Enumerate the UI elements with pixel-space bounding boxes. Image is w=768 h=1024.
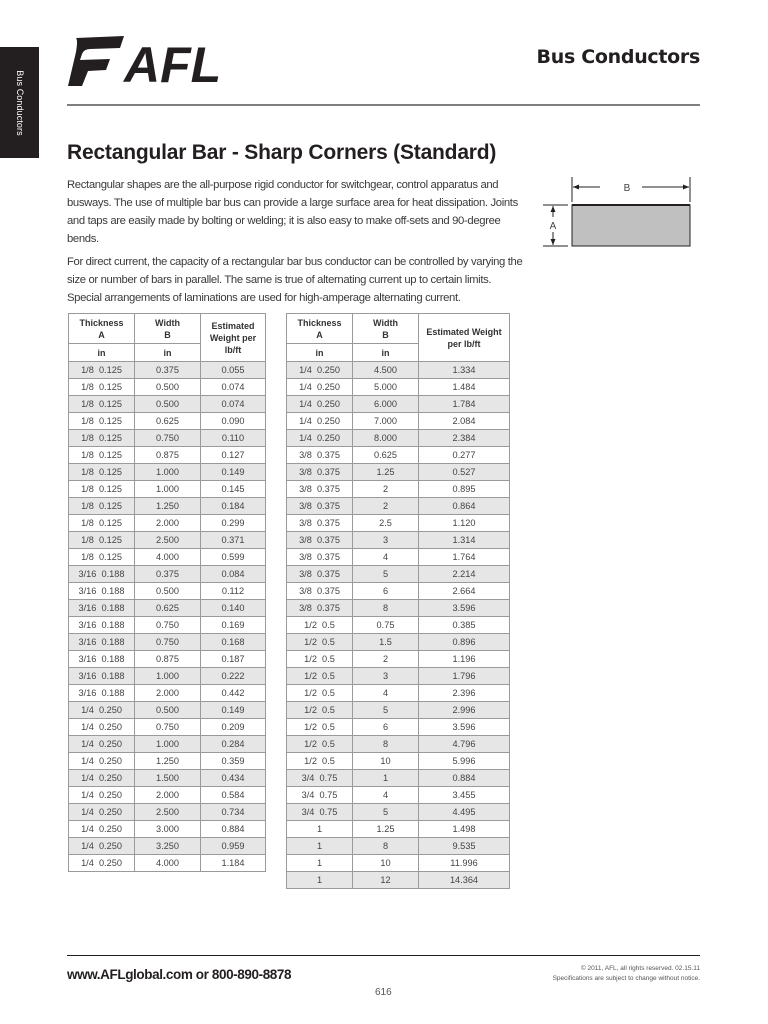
thickness-cell: 3/8 0.375 xyxy=(287,498,353,515)
header-divider xyxy=(67,104,700,106)
thickness-cell: 3/16 0.188 xyxy=(69,600,135,617)
width-cell: 0.500 xyxy=(135,379,201,396)
table-row xyxy=(287,515,510,532)
table-row xyxy=(287,855,510,872)
thickness-cell: 1/2 0.5 xyxy=(287,753,353,770)
thickness-cell: 1 xyxy=(287,838,353,855)
side-tab-label: Bus Conductors xyxy=(14,69,25,136)
width-cell: 1.25 xyxy=(353,821,419,838)
dimension-b-label: B xyxy=(623,183,631,194)
table-row xyxy=(69,600,266,617)
thickness-cell: 3/8 0.375 xyxy=(287,532,353,549)
thickness-cell: 1/2 0.5 xyxy=(287,702,353,719)
col-header-width: Width B xyxy=(353,314,419,344)
width-cell: 8 xyxy=(353,600,419,617)
weight-cell: 0.140 xyxy=(201,600,266,617)
thickness-cell: 1/8 0.125 xyxy=(69,396,135,413)
weight-cell: 2.084 xyxy=(419,413,510,430)
afl-logo-mark-icon xyxy=(68,36,124,86)
weight-cell: 0.074 xyxy=(201,396,266,413)
unit-thickness: in xyxy=(69,344,135,362)
thickness-cell: 1/4 0.250 xyxy=(287,396,353,413)
thickness-cell: 1/2 0.5 xyxy=(287,634,353,651)
weight-cell: 0.168 xyxy=(201,634,266,651)
thickness-cell: 3/8 0.375 xyxy=(287,464,353,481)
table-row xyxy=(287,753,510,770)
unit-thickness: in xyxy=(287,344,353,362)
weight-cell: 0.584 xyxy=(201,787,266,804)
thickness-cell: 1/8 0.125 xyxy=(69,430,135,447)
thickness-cell: 1/2 0.5 xyxy=(287,668,353,685)
table-row xyxy=(69,821,266,838)
arrow-up-icon xyxy=(551,206,556,212)
thickness-cell: 1/4 0.250 xyxy=(287,379,353,396)
width-cell: 1.5 xyxy=(353,634,419,651)
weight-cell: 0.896 xyxy=(419,634,510,651)
thickness-cell: 1/8 0.125 xyxy=(69,413,135,430)
width-cell: 8.000 xyxy=(353,430,419,447)
width-cell: 12 xyxy=(353,872,419,889)
table-row xyxy=(287,651,510,668)
arrow-down-icon xyxy=(551,239,556,245)
table-row xyxy=(287,702,510,719)
weight-cell: 2.396 xyxy=(419,685,510,702)
table-row xyxy=(69,702,266,719)
thickness-cell: 1/8 0.125 xyxy=(69,447,135,464)
width-cell: 0.875 xyxy=(135,651,201,668)
width-cell: 8 xyxy=(353,838,419,855)
thickness-cell: 3/8 0.375 xyxy=(287,600,353,617)
section-title: Bus Conductors xyxy=(536,46,700,68)
width-cell: 2.500 xyxy=(135,804,201,821)
width-cell: 0.750 xyxy=(135,430,201,447)
table-row xyxy=(287,685,510,702)
weight-cell: 3.596 xyxy=(419,719,510,736)
table-row xyxy=(287,838,510,855)
width-cell: 2.500 xyxy=(135,532,201,549)
table-row xyxy=(69,515,266,532)
table-row xyxy=(287,787,510,804)
table-row xyxy=(287,566,510,583)
table-row xyxy=(287,617,510,634)
weight-cell: 0.112 xyxy=(201,583,266,600)
dimension-a-label: A xyxy=(549,221,557,232)
thickness-cell: 1/4 0.250 xyxy=(69,753,135,770)
thickness-cell: 1/2 0.5 xyxy=(287,685,353,702)
table-row xyxy=(69,464,266,481)
weight-cell: 0.895 xyxy=(419,481,510,498)
width-cell: 0.625 xyxy=(135,600,201,617)
width-cell: 5 xyxy=(353,702,419,719)
thickness-cell: 3/8 0.375 xyxy=(287,583,353,600)
weight-cell: 1.334 xyxy=(419,362,510,379)
width-cell: 4 xyxy=(353,685,419,702)
width-cell: 6.000 xyxy=(353,396,419,413)
weight-cell: 0.149 xyxy=(201,464,266,481)
thickness-cell: 1/8 0.125 xyxy=(69,464,135,481)
table-row xyxy=(69,481,266,498)
table-row xyxy=(287,872,510,889)
table-row xyxy=(287,362,510,379)
weight-cell: 0.599 xyxy=(201,549,266,566)
weight-cell: 0.110 xyxy=(201,430,266,447)
thickness-cell: 1/4 0.250 xyxy=(69,719,135,736)
thickness-cell: 1/8 0.125 xyxy=(69,515,135,532)
weight-cell: 9.535 xyxy=(419,838,510,855)
weight-cell: 4.495 xyxy=(419,804,510,821)
width-cell: 8 xyxy=(353,736,419,753)
table-row xyxy=(69,787,266,804)
thickness-cell: 1/4 0.250 xyxy=(287,430,353,447)
weight-cell: 1.196 xyxy=(419,651,510,668)
width-cell: 7.000 xyxy=(353,413,419,430)
width-cell: 10 xyxy=(353,753,419,770)
weight-cell: 0.527 xyxy=(419,464,510,481)
width-cell: 10 xyxy=(353,855,419,872)
thickness-cell: 3/16 0.188 xyxy=(69,634,135,651)
thickness-cell: 1/4 0.250 xyxy=(69,702,135,719)
thickness-cell: 3/16 0.188 xyxy=(69,566,135,583)
width-cell: 4.000 xyxy=(135,549,201,566)
thickness-cell: 3/8 0.375 xyxy=(287,481,353,498)
width-cell: 3 xyxy=(353,532,419,549)
width-cell: 1 xyxy=(353,770,419,787)
weight-cell: 1.184 xyxy=(201,855,266,872)
weight-cell: 0.299 xyxy=(201,515,266,532)
table-row xyxy=(69,430,266,447)
width-cell: 0.875 xyxy=(135,447,201,464)
thickness-cell: 3/16 0.188 xyxy=(69,651,135,668)
width-cell: 2.000 xyxy=(135,787,201,804)
table-row xyxy=(287,481,510,498)
width-cell: 2.000 xyxy=(135,515,201,532)
col-header-thickness: Thickness A xyxy=(287,314,353,344)
thickness-cell: 1/2 0.5 xyxy=(287,651,353,668)
width-cell: 0.500 xyxy=(135,702,201,719)
thickness-cell: 3/4 0.75 xyxy=(287,770,353,787)
width-cell: 1.25 xyxy=(353,464,419,481)
width-cell: 1.000 xyxy=(135,464,201,481)
width-cell: 0.75 xyxy=(353,617,419,634)
thickness-cell: 1 xyxy=(287,821,353,838)
thickness-cell: 1/8 0.125 xyxy=(69,379,135,396)
width-cell: 1.250 xyxy=(135,498,201,515)
thickness-cell: 1 xyxy=(287,855,353,872)
weight-cell: 3.455 xyxy=(419,787,510,804)
width-cell: 3.250 xyxy=(135,838,201,855)
page-title: Rectangular Bar - Sharp Corners (Standard) xyxy=(67,141,497,164)
table-row xyxy=(287,821,510,838)
weight-cell: 0.074 xyxy=(201,379,266,396)
thickness-cell: 1/8 0.125 xyxy=(69,498,135,515)
thickness-cell: 3/4 0.75 xyxy=(287,804,353,821)
thickness-cell: 1/4 0.250 xyxy=(69,770,135,787)
afl-logo xyxy=(66,34,231,88)
weight-cell: 0.442 xyxy=(201,685,266,702)
table-row xyxy=(287,719,510,736)
col-header-width: Width B xyxy=(135,314,201,344)
table-row xyxy=(287,804,510,821)
weight-cell: 11.996 xyxy=(419,855,510,872)
bar-dimension-diagram xyxy=(540,172,700,252)
table-row xyxy=(287,770,510,787)
weight-cell: 2.664 xyxy=(419,583,510,600)
table-row xyxy=(69,651,266,668)
thickness-cell: 1/2 0.5 xyxy=(287,736,353,753)
arrow-left-icon xyxy=(573,185,579,190)
weight-cell: 0.222 xyxy=(201,668,266,685)
table-row xyxy=(69,617,266,634)
weight-cell: 2.996 xyxy=(419,702,510,719)
width-cell: 0.750 xyxy=(135,634,201,651)
table-row xyxy=(69,668,266,685)
table-row xyxy=(69,549,266,566)
table-row xyxy=(69,770,266,787)
table-row xyxy=(287,532,510,549)
weight-cell: 0.434 xyxy=(201,770,266,787)
width-cell: 4 xyxy=(353,787,419,804)
weight-cell: 0.149 xyxy=(201,702,266,719)
weight-cell: 2.214 xyxy=(419,566,510,583)
width-cell: 1.000 xyxy=(135,668,201,685)
specs-table-left xyxy=(68,313,266,872)
width-cell: 1.250 xyxy=(135,753,201,770)
disclaimer-text: Specifications are subject to change without notice. xyxy=(552,975,700,982)
thickness-cell: 3/8 0.375 xyxy=(287,566,353,583)
weight-cell: 0.884 xyxy=(419,770,510,787)
table-row xyxy=(287,396,510,413)
col-header-weight: Estimated Weight per lb/ft xyxy=(419,314,510,362)
thickness-cell: 3/16 0.188 xyxy=(69,617,135,634)
width-cell: 2.000 xyxy=(135,685,201,702)
table-row xyxy=(69,838,266,855)
width-cell: 0.625 xyxy=(135,413,201,430)
intro-paragraph: Rectangular shapes are the all-purpose rigid conductor for switchgear, control apparatus and busways. The use of multiple bar bus can provide a large surface area for heat dissipation. Joints and taps are easily made by bolting or welding; it is also easy to make off-sets and 90-degree bends. xyxy=(67,179,518,245)
thickness-cell: 3/16 0.188 xyxy=(69,685,135,702)
width-cell: 4.000 xyxy=(135,855,201,872)
width-cell: 1.000 xyxy=(135,481,201,498)
width-cell: 1.000 xyxy=(135,736,201,753)
weight-cell: 5.996 xyxy=(419,753,510,770)
width-cell: 5 xyxy=(353,804,419,821)
table-row xyxy=(287,583,510,600)
width-cell: 2 xyxy=(353,481,419,498)
width-cell: 0.750 xyxy=(135,719,201,736)
thickness-cell: 1/2 0.5 xyxy=(287,719,353,736)
intro-paragraph: For direct current, the capacity of a rectangular bar bus conductor can be controlled by varying the size or number of bars in parallel. The same is true of alternating current up to certain limits. Special arrangements of laminations are used for high-amperage alternating current. xyxy=(67,256,523,304)
footer-contact: www.AFLglobal.com or 800-890-8878 xyxy=(67,967,292,982)
table-row xyxy=(287,379,510,396)
width-cell: 0.500 xyxy=(135,396,201,413)
footer-legal xyxy=(553,964,700,984)
weight-cell: 4.796 xyxy=(419,736,510,753)
thickness-cell: 3/16 0.188 xyxy=(69,583,135,600)
table-row xyxy=(69,413,266,430)
thickness-cell: 1/4 0.250 xyxy=(69,838,135,855)
table-row xyxy=(287,600,510,617)
width-cell: 6 xyxy=(353,583,419,600)
width-cell: 2 xyxy=(353,651,419,668)
table-row xyxy=(69,804,266,821)
weight-cell: 0.187 xyxy=(201,651,266,668)
table-row xyxy=(69,498,266,515)
width-cell: 0.500 xyxy=(135,583,201,600)
width-cell: 4.500 xyxy=(353,362,419,379)
weight-cell: 1.484 xyxy=(419,379,510,396)
weight-cell: 0.884 xyxy=(201,821,266,838)
thickness-cell: 1/4 0.250 xyxy=(287,413,353,430)
thickness-cell: 1/4 0.250 xyxy=(69,804,135,821)
weight-cell: 0.864 xyxy=(419,498,510,515)
thickness-cell: 3/8 0.375 xyxy=(287,515,353,532)
unit-width: in xyxy=(135,344,201,362)
table-row xyxy=(287,413,510,430)
table-row xyxy=(69,566,266,583)
specs-table-right xyxy=(286,313,510,889)
thickness-cell: 1/8 0.125 xyxy=(69,362,135,379)
bar-cross-section xyxy=(572,205,690,246)
width-cell: 6 xyxy=(353,719,419,736)
thickness-cell: 3/8 0.375 xyxy=(287,447,353,464)
weight-cell: 0.284 xyxy=(201,736,266,753)
weight-cell: 14.364 xyxy=(419,872,510,889)
width-cell: 5.000 xyxy=(353,379,419,396)
table-row xyxy=(287,464,510,481)
weight-cell: 2.384 xyxy=(419,430,510,447)
weight-cell: 0.084 xyxy=(201,566,266,583)
width-cell: 2.5 xyxy=(353,515,419,532)
width-cell: 3.000 xyxy=(135,821,201,838)
table-row xyxy=(69,634,266,651)
width-cell: 3 xyxy=(353,668,419,685)
table-row xyxy=(69,753,266,770)
weight-cell: 1.764 xyxy=(419,549,510,566)
table-row xyxy=(69,379,266,396)
table-row xyxy=(287,447,510,464)
table-row xyxy=(69,583,266,600)
table-row xyxy=(69,719,266,736)
weight-cell: 0.371 xyxy=(201,532,266,549)
table-row xyxy=(69,396,266,413)
thickness-cell: 1/8 0.125 xyxy=(69,481,135,498)
weight-cell: 0.277 xyxy=(419,447,510,464)
table-row xyxy=(69,855,266,872)
width-cell: 5 xyxy=(353,566,419,583)
weight-cell: 0.169 xyxy=(201,617,266,634)
weight-cell: 1.314 xyxy=(419,532,510,549)
table-row xyxy=(69,532,266,549)
table-row xyxy=(69,362,266,379)
side-section-tab xyxy=(0,47,39,158)
weight-cell: 3.596 xyxy=(419,600,510,617)
thickness-cell: 3/16 0.188 xyxy=(69,668,135,685)
unit-width: in xyxy=(353,344,419,362)
table-row xyxy=(287,736,510,753)
weight-cell: 0.184 xyxy=(201,498,266,515)
weight-cell: 0.127 xyxy=(201,447,266,464)
weight-cell: 1.784 xyxy=(419,396,510,413)
width-cell: 2 xyxy=(353,498,419,515)
weight-cell: 1.498 xyxy=(419,821,510,838)
intro-text xyxy=(67,176,527,312)
table-row xyxy=(287,634,510,651)
table-row xyxy=(69,685,266,702)
weight-cell: 0.359 xyxy=(201,753,266,770)
table-row xyxy=(287,430,510,447)
width-cell: 0.375 xyxy=(135,362,201,379)
thickness-cell: 3/4 0.75 xyxy=(287,787,353,804)
thickness-cell: 1/4 0.250 xyxy=(69,736,135,753)
arrow-right-icon xyxy=(683,185,689,190)
weight-cell: 0.959 xyxy=(201,838,266,855)
width-cell: 4 xyxy=(353,549,419,566)
weight-cell: 0.055 xyxy=(201,362,266,379)
thickness-cell: 1/4 0.250 xyxy=(287,362,353,379)
weight-cell: 0.385 xyxy=(419,617,510,634)
thickness-cell: 1/8 0.125 xyxy=(69,549,135,566)
table-row xyxy=(69,447,266,464)
col-header-weight: Estimated Weight per lb/ft xyxy=(201,314,266,362)
col-header-thickness: Thickness A xyxy=(69,314,135,344)
weight-cell: 0.145 xyxy=(201,481,266,498)
width-cell: 0.625 xyxy=(353,447,419,464)
afl-logo-text: AFL xyxy=(124,37,222,88)
thickness-cell: 1/8 0.125 xyxy=(69,532,135,549)
weight-cell: 0.090 xyxy=(201,413,266,430)
weight-cell: 1.796 xyxy=(419,668,510,685)
thickness-cell: 1/2 0.5 xyxy=(287,617,353,634)
width-cell: 0.375 xyxy=(135,566,201,583)
table-row xyxy=(69,736,266,753)
thickness-cell: 1/4 0.250 xyxy=(69,787,135,804)
thickness-cell: 1/4 0.250 xyxy=(69,821,135,838)
copyright-text: © 2011, AFL, all rights reserved. 02.15.11 xyxy=(580,965,700,972)
width-cell: 0.750 xyxy=(135,617,201,634)
page-number: 616 xyxy=(375,987,392,998)
weight-cell: 1.120 xyxy=(419,515,510,532)
width-cell: 1.500 xyxy=(135,770,201,787)
weight-cell: 0.209 xyxy=(201,719,266,736)
thickness-cell: 1/4 0.250 xyxy=(69,855,135,872)
weight-cell: 0.734 xyxy=(201,804,266,821)
table-row xyxy=(287,498,510,515)
thickness-cell: 1 xyxy=(287,872,353,889)
table-row xyxy=(287,549,510,566)
footer-divider xyxy=(67,955,700,956)
thickness-cell: 3/8 0.375 xyxy=(287,549,353,566)
table-row xyxy=(287,668,510,685)
